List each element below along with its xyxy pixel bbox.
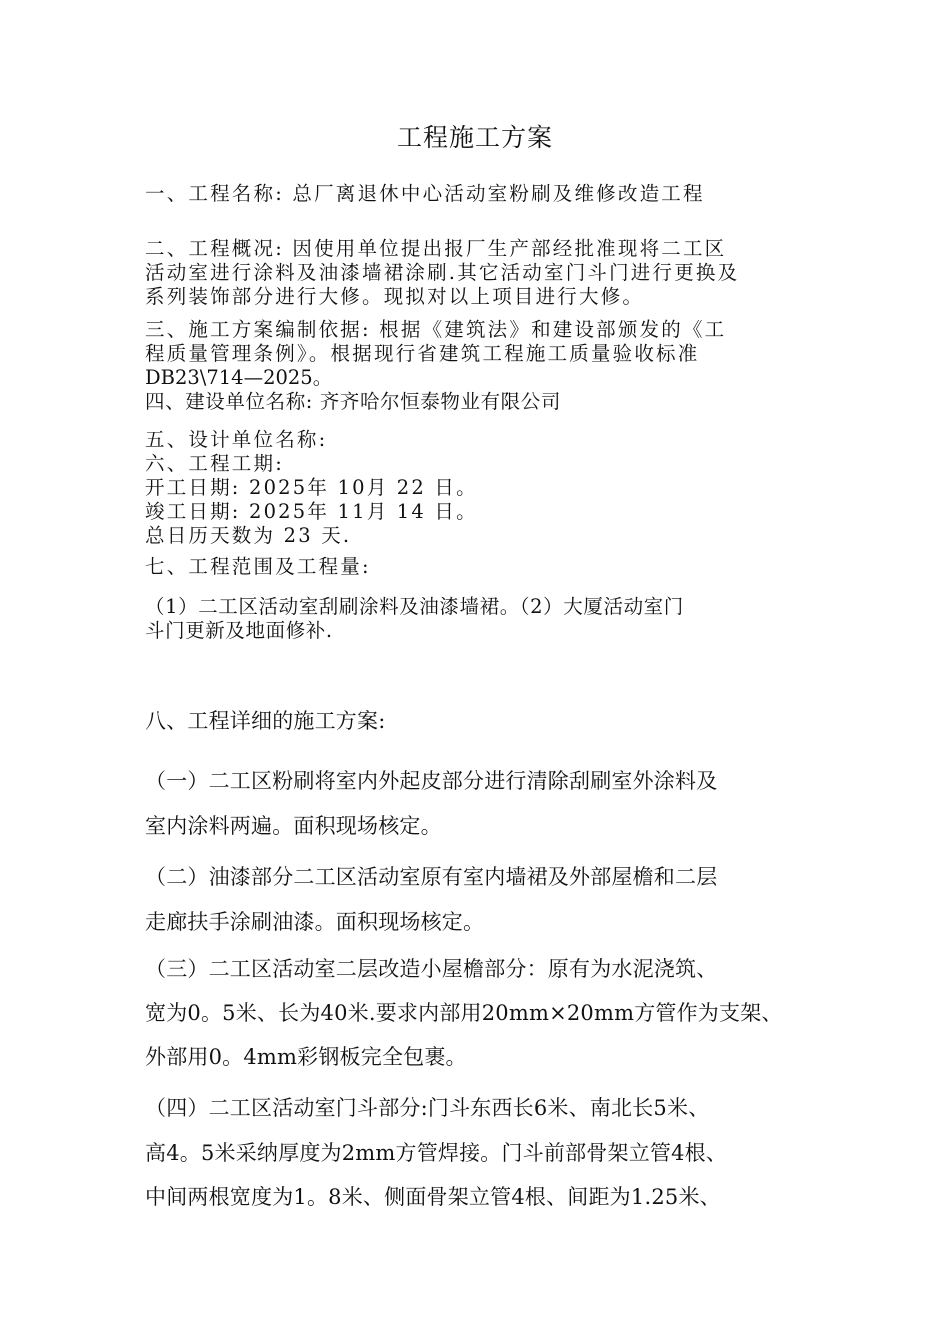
text-line: （四）二工区活动室门斗部分:门斗东西长6米、南北长5米、 bbox=[145, 1096, 710, 1120]
text-line: 五、设计单位名称: bbox=[145, 428, 328, 451]
text-line: （一）二工区粉刷将室内外起皮部分进行清除刮刷室外涂料及 bbox=[145, 769, 718, 793]
text-line: （二）油漆部分二工区活动室原有室内墙裙及外部屋檐和二层 bbox=[145, 865, 718, 889]
text-line: 走廊扶手涂刷油漆。面积现场核定。 bbox=[145, 910, 485, 934]
text-line: 总日历天数为 23 天. bbox=[145, 524, 352, 547]
text-line: 程质量管理条例》。根据现行省建筑工程施工质量验收标准 bbox=[145, 342, 700, 365]
text-line: （1）二工区活动室刮刷涂料及油漆墙裙。（2）大厦活动室门 bbox=[145, 595, 684, 618]
document-title: 工程施工方案 bbox=[396, 123, 553, 152]
text-line: 二、工程概况: 因使用单位提出报厂生产部经批准现将二工区 bbox=[145, 237, 727, 260]
text-line: 中间两根宽度为1。8米、侧面骨架立管4根、间距为1.25米、 bbox=[145, 1185, 721, 1209]
text-line: 活动室进行涂料及油漆墙裙涂刷.其它活动室门斗门进行更换及 bbox=[145, 261, 740, 284]
text-line: 斗门更新及地面修补. bbox=[145, 619, 333, 642]
text-line: （三）二工区活动室二层改造小屋檐部分：原有为水泥浇筑、 bbox=[145, 957, 718, 981]
text-line: 一、工程名称: 总厂离退休中心活动室粉刷及维修改造工程 bbox=[145, 182, 705, 205]
text-line: 系列装饰部分进行大修。现拟对以上项目进行大修。 bbox=[145, 285, 645, 308]
text-line: 六、工程工期: bbox=[145, 452, 284, 475]
text-line: DB23\714—2025。 bbox=[145, 366, 333, 389]
text-line: 外部用0。4mm彩钢板完全包裹。 bbox=[145, 1045, 467, 1069]
text-line: 竣工日期: 2025年 11月 14 日。 bbox=[145, 500, 478, 523]
text-line: 开工日期: 2025年 10月 22 日。 bbox=[145, 476, 478, 499]
text-line: 三、施工方案编制依据: 根据《建筑法》和建设部颁发的《工 bbox=[145, 318, 727, 341]
text-line: 室内涂料两遍。面积现场核定。 bbox=[145, 814, 442, 838]
text-line: 七、工程范围及工程量: bbox=[145, 555, 371, 578]
text-line: 高4。5米采纳厚度为2mm方管焊接。门斗前部骨架立管4根、 bbox=[145, 1141, 728, 1165]
text-line: 宽为0。5米、长为40米.要求内部用20mm×20mm方管作为支架、 bbox=[145, 1001, 783, 1025]
text-line: 四、建设单位名称: 齐齐哈尔恒泰物业有限公司 bbox=[145, 390, 561, 413]
section-heading: 八、工程详细的施工方案: bbox=[145, 709, 386, 733]
